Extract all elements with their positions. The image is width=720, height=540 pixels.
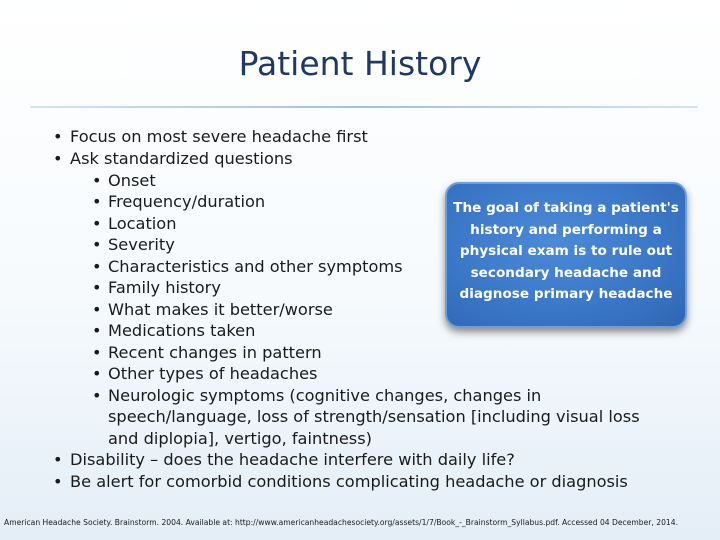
bullet-dot-icon: • <box>92 321 102 340</box>
sub-bullet-item: • Family history <box>92 278 221 297</box>
citation: American Headache Society. Brainstorm. 2004. Available at: http://www.americanheadachesociety.org/assets/1/7/Book_-_Brainstorm_Syllabus.pdf. Accessed 04 December, 2014. <box>4 518 678 527</box>
bullet-dot-icon: • <box>92 385 102 405</box>
bullet-dot-icon: • <box>53 149 63 168</box>
bullet-dot-icon: • <box>53 472 63 491</box>
slide-title: Patient History <box>238 44 482 83</box>
bullet-dot-icon: • <box>92 278 102 297</box>
sub-bullet-item: • Characteristics and other symptoms <box>92 256 403 276</box>
callout-line: physical exam is to rule out <box>459 243 673 259</box>
bullet-item: • Be alert for comorbid conditions complicating headache or diagnosis <box>53 472 628 491</box>
bullet-item: • Ask standardized questions <box>53 149 293 168</box>
sub-bullet-item: • Onset <box>92 170 156 190</box>
sub-bullet-item: • Severity <box>92 235 175 254</box>
bullet-dot-icon: • <box>92 256 102 276</box>
title-divider <box>30 106 698 108</box>
sub-bullet-item: • Neurologic symptoms (cognitive changes, changes in <box>92 385 542 405</box>
bullet-dot-icon: • <box>53 450 63 469</box>
callout-line: diagnose primary headache <box>459 286 673 302</box>
sub-bullet-continuation: speech/language, loss of strength/sensation [including visual loss <box>108 407 640 426</box>
bullet-dot-icon: • <box>92 170 102 190</box>
sub-bullet-item: • Other types of headaches <box>92 364 318 383</box>
callout-line: The goal of taking a patient's <box>453 200 679 216</box>
sub-bullet-continuation: and diplopia], vertigo, faintness) <box>108 428 372 448</box>
bullet-dot-icon: • <box>92 299 102 319</box>
sub-bullet-item: • Medications taken <box>92 321 256 340</box>
bullet-dot-icon: • <box>92 364 102 383</box>
sub-bullet-item: • Location <box>92 213 177 233</box>
bullet-dot-icon: • <box>92 213 102 233</box>
sub-bullet-item: • Recent changes in pattern <box>92 342 322 362</box>
bullet-dot-icon: • <box>92 235 102 254</box>
callout-line: history and performing a <box>470 221 662 238</box>
bullet-item: • Focus on most severe headache first <box>53 127 368 146</box>
bullet-dot-icon: • <box>92 342 102 362</box>
bullet-dot-icon: • <box>92 192 102 211</box>
bullet-dot-icon: • <box>53 127 63 146</box>
sub-bullet-item: • Frequency/duration <box>92 192 266 211</box>
callout-box <box>445 182 687 328</box>
sub-bullet-item: • What makes it better/worse <box>92 299 333 319</box>
bullet-item: • Disability – does the headache interfere with daily life? <box>53 450 515 469</box>
callout-line: secondary headache and <box>470 264 662 281</box>
